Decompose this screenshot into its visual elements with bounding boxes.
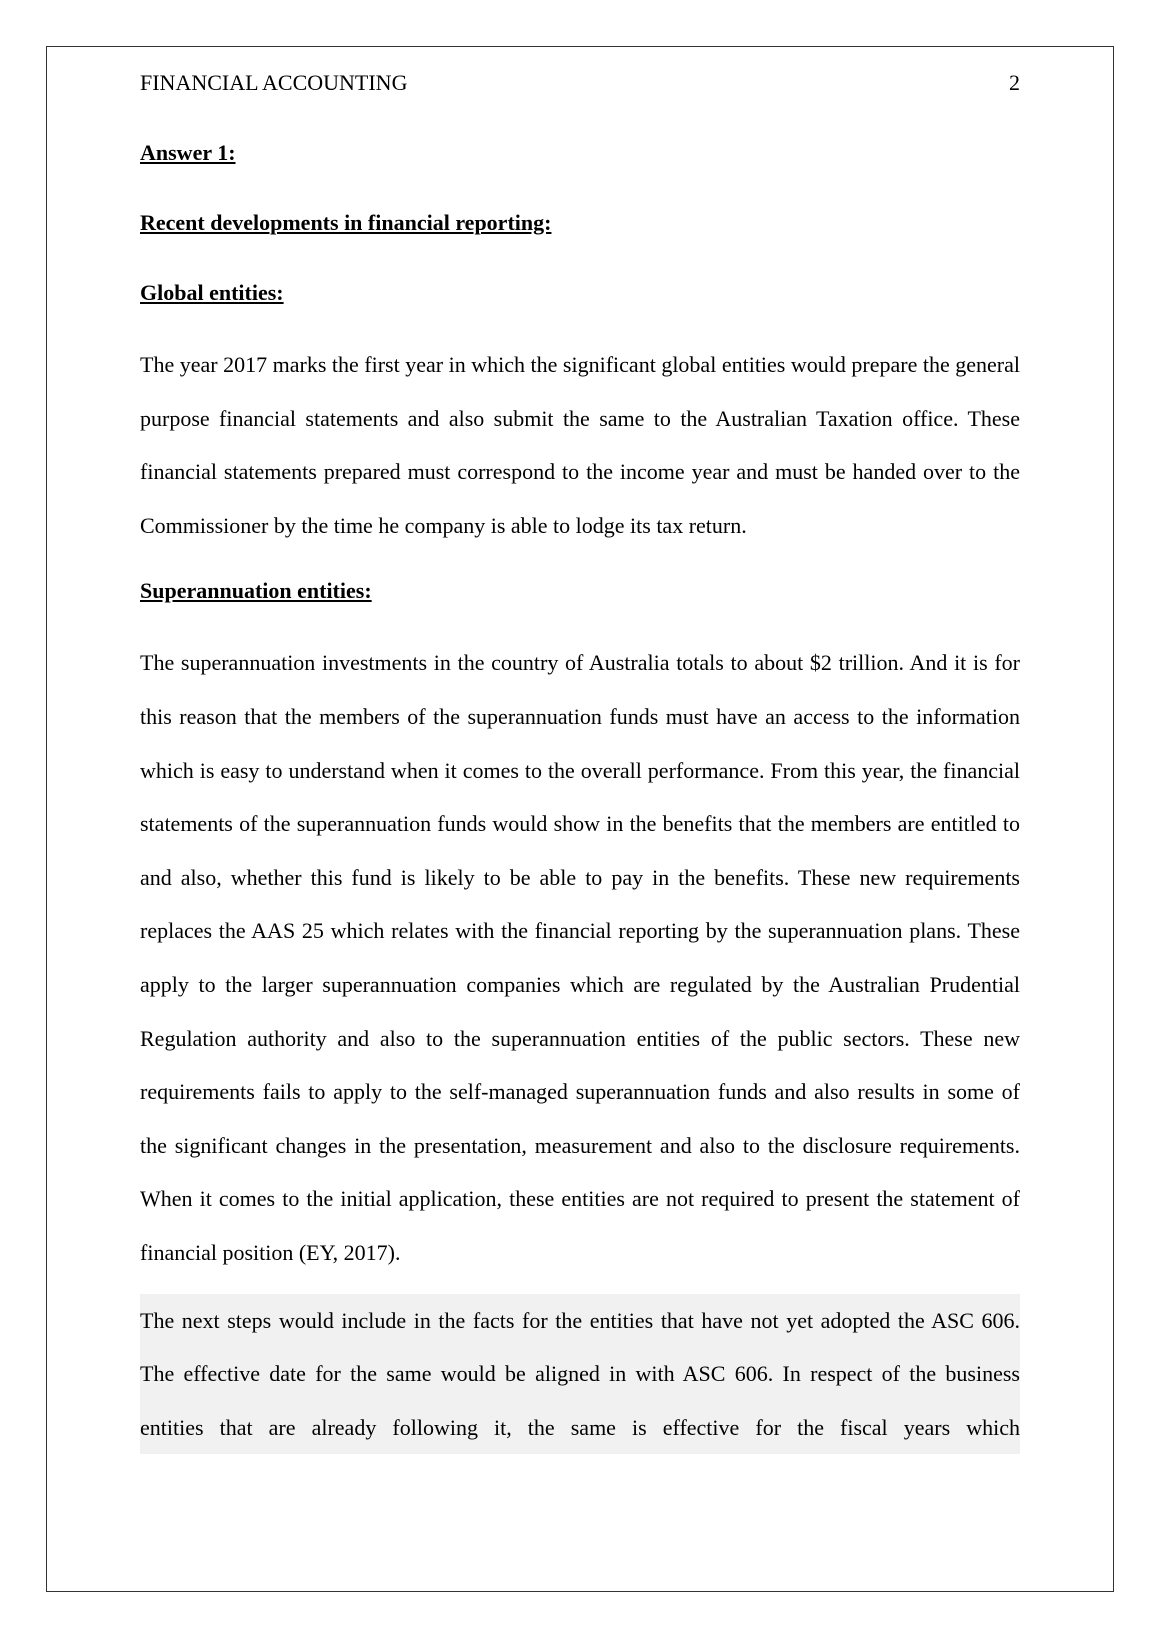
page-header [140,66,1020,100]
running-title: FINANCIAL ACCOUNTING [140,70,408,95]
global-entities-heading: Global entities: [140,280,284,305]
answer-heading: Answer 1: [140,140,236,165]
developments-heading: Recent developments in financial reporting: [140,210,552,235]
superannuation-heading: Superannuation entities: [140,578,372,604]
page-number: 2 [1009,70,1020,95]
superannuation-paragraph: The superannuation investments in the country of Australia totals to about $2 trillion. And it is for this reason that the members of the superannuation funds must have an access to the information which is easy to understand when it comes to the overall performance. From this year, the financial statements of the superannuation funds would show in the benefits that the members are entitled to and also, whether this fund is likely to be able to pay in the benefits. These new requirements replaces the AAS 25 which relates with the financial reporting by the superannuation plans. These apply to the larger superannuation companies which are regulated by the Australian Prudential Regulation authority and also to the superannuation entities of the public sectors. These new requirements fails to apply to the self-managed superannuation funds and also results in some of the significant changes in the presentation, measurement and also to the disclosure requirements. When it comes to the initial application, these entities are not required to present the statement of financial position (EY, 2017). [140,650,1020,1265]
document-body [140,66,1020,1476]
global-entities-paragraph: The year 2017 marks the first year in which the significant global entities would prepare the general purpose financial statements and also submit the same to the Australian Taxation office. These financial statements prepared must correspond to the income year and must be handed over to the Commissioner by the time he company is able to lodge its tax return. [140,352,1020,538]
next-steps-paragraph: The next steps would include in the facts for the entities that have not yet adopted the ASC 606. The effective date for the same would be aligned in with ASC 606. In respect of the business entities that are already following it, the same is effective for the fiscal years which [140,1294,1020,1455]
